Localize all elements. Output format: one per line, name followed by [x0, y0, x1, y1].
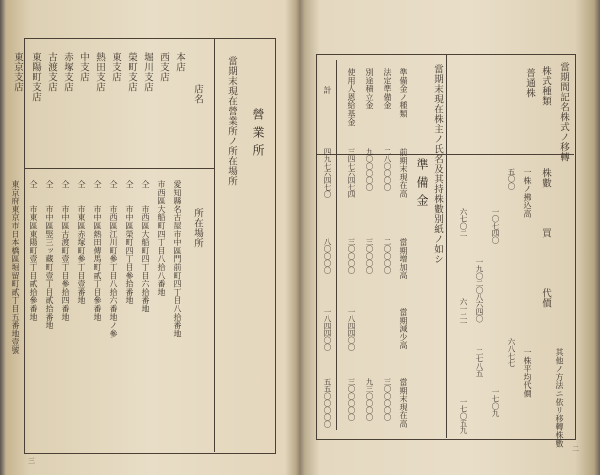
reserve-now: 九三〇〇〇〇: [365, 378, 374, 421]
page-number: 二: [572, 445, 579, 453]
reserve-total-sub: 一八四四〇〇: [323, 308, 332, 351]
reserve-prev: 二八〇〇〇〇: [383, 148, 392, 191]
reserves-header-kind: 準備金ノ種類: [399, 68, 408, 118]
transfer-row-label: 普通株: [524, 68, 535, 98]
office-name: 赤塚支店: [62, 52, 73, 92]
total-divider: [336, 60, 337, 430]
reserve-kind: 法定準備金: [383, 68, 392, 110]
office-name: 古渡支店: [46, 52, 57, 92]
reserves-header-sub: 當期減少高: [399, 308, 408, 350]
office-location: 仝 市中區榮町四丁目參拾番地: [125, 180, 134, 305]
reserves-header-prev: 前期末現在高: [399, 148, 408, 198]
office-location: 仝 市中區竪三ッ藏町壹丁目貳拾番地: [45, 180, 54, 330]
reserve-add: 二〇〇〇〇: [383, 238, 392, 274]
reserve-kind: 別途積立金: [365, 68, 374, 110]
reserve-total-now: 五五〇〇〇〇〇: [323, 378, 332, 428]
transfer-value: 六八七七: [507, 338, 516, 367]
reserves-header-add: 當期增加高: [399, 238, 408, 280]
section-title: 營業所: [251, 108, 265, 162]
reserves-title: 準備金: [415, 158, 429, 212]
office-location: 仝 市東區東陽町壹丁目貳拾參番地: [29, 180, 38, 322]
reserves-header-now: 當期末現在高: [399, 378, 408, 428]
page-number: 三: [28, 457, 35, 465]
section-intro: 當期末現在營業所ノ所在場所: [226, 56, 237, 186]
reserve-prev: 三四七六四七四: [347, 148, 356, 198]
office-name: 東陽町支店: [30, 52, 41, 102]
table-divider: [214, 38, 215, 452]
transfer-value: 一七〇九: [491, 388, 500, 417]
office-location: 仝 市西區大船町四丁目六拾番地: [141, 180, 150, 313]
office-name: 西支店: [158, 52, 169, 82]
reserve-total-add: 八〇〇〇〇: [323, 238, 332, 274]
transfer-extra-value: 六一二一: [459, 298, 468, 327]
office-name: 東支店: [110, 52, 121, 82]
transfer-extra-value: 二七八五: [475, 348, 484, 377]
reserve-sub: 一八四四〇〇: [347, 308, 356, 351]
reserve-now: 三〇〇〇〇〇: [383, 378, 392, 421]
col-header-name: 店名: [192, 84, 203, 104]
transfer-extra-value: 六七〇二: [459, 208, 468, 237]
office-name: 東京支店: [12, 52, 23, 92]
office-location: 東京府東京市日本橋區堀留町貳丁目五番地壹號: [11, 180, 20, 355]
reserve-total-label: 計: [323, 86, 332, 95]
office-name: 堀川支店: [142, 52, 153, 92]
office-location: 仝 市東區赤塚町參丁目壹番地: [77, 180, 86, 305]
reserve-total-prev: 四九七六四七〇: [323, 148, 332, 198]
right-page: [302, 8, 594, 469]
transfer-header-count-sub: 一株ノ拂込高: [523, 168, 532, 218]
reserve-prev: 九〇〇〇〇〇: [365, 148, 374, 191]
office-location: 愛知縣名古屋市中區門前町四丁目八拾番地: [173, 180, 182, 338]
transfer-header-count: 株數: [540, 168, 551, 188]
left-page: [6, 8, 298, 469]
transfer-title: 當期間記名株式ノ移轉: [558, 62, 569, 162]
reserve-add: 三〇〇〇〇: [347, 238, 356, 274]
transfer-header-buy: 買: [540, 228, 551, 238]
reserve-now: 三〇〇〇〇〇: [347, 378, 356, 421]
office-location: 仝 市西區江川町參丁目八拾六番地ノ參: [109, 180, 118, 338]
office-name: 中支店: [78, 52, 89, 82]
office-location: 市西區大船町四丁目八拾八番地: [157, 180, 166, 297]
office-location: 仝 市中區古渡町壹丁目參拾四番地: [61, 180, 70, 322]
shareholder-note: 當期末現在株主ノ氏名及其持株數別紙ノ如シ: [432, 64, 443, 264]
section-divider: [446, 54, 447, 438]
transfer-value: 五〇〇: [507, 168, 516, 190]
transfer-extra-value: 一七〇五九: [459, 398, 468, 434]
transfer-header-kind: 株式種類: [540, 66, 551, 106]
reserve-kind: 使用人恩給基金: [347, 68, 356, 127]
transfer-header-price-sub: 一株平均代價: [523, 348, 532, 398]
table-divider: [24, 168, 214, 169]
transfer-value: 一九〇二〇八六四〇: [475, 258, 484, 322]
reserve-add: 三〇〇〇〇: [365, 238, 374, 274]
col-header-location: 所在場所: [192, 208, 203, 248]
office-location: 仝 市中區熱田傳馬町貳丁目參番地: [93, 180, 102, 322]
office-name: 榮町支店: [126, 52, 137, 92]
transfer-header-price: 代價: [540, 288, 551, 308]
transfer-header-note: 其他ノ方法ニ依リ移轉株數: [555, 348, 564, 448]
office-name: 本店: [174, 52, 185, 72]
transfer-value: 一〇七四〇: [491, 208, 500, 244]
office-name: 熱田支店: [94, 52, 105, 92]
